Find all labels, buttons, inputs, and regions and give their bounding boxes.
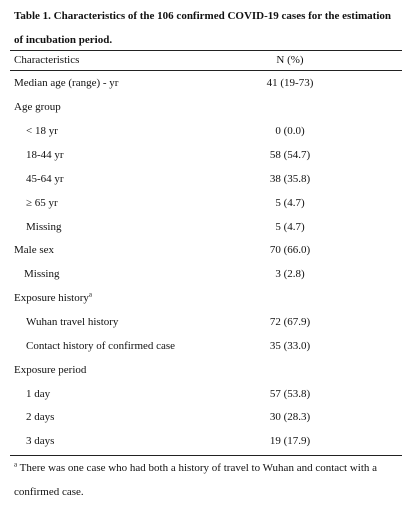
row-label: < 18 yr — [26, 125, 58, 137]
caption-line-2: of incubation period. — [14, 34, 113, 46]
table-row — [0, 122, 415, 140]
row-value: 58 (54.7) — [269, 149, 311, 161]
row-label: 3 days — [26, 435, 55, 447]
table-row — [0, 74, 415, 92]
table-row — [0, 218, 415, 236]
row-label: Missing — [24, 268, 60, 280]
row-label: ≥ 65 yr — [26, 197, 58, 209]
table-row — [0, 361, 415, 379]
row-value: 70 (66.0) — [269, 244, 311, 256]
row-label: 1 day — [26, 388, 51, 400]
table-row — [0, 265, 415, 283]
table-row — [0, 432, 415, 450]
table-row — [0, 241, 415, 259]
footnote-marker: a — [88, 290, 92, 299]
table-header-row — [0, 51, 415, 69]
footnote-marker: a — [14, 460, 18, 469]
row-value: 41 (19-73) — [266, 77, 314, 89]
footnote-line-2: confirmed case. — [14, 486, 84, 498]
row-value: 57 (53.8) — [269, 388, 311, 400]
header-n-percent: N (%) — [276, 54, 304, 66]
table-row — [0, 146, 415, 164]
row-label: Median age (range) - yr — [14, 77, 119, 89]
row-label: Exposure period — [14, 364, 87, 376]
row-value: 38 (35.8) — [269, 173, 311, 185]
row-label: Wuhan travel history — [26, 316, 119, 328]
footnote-line-1 — [14, 456, 377, 480]
row-label: Age group — [14, 101, 61, 113]
table-row — [0, 194, 415, 212]
row-value: 30 (28.3) — [269, 411, 311, 423]
row-label: 2 days — [26, 411, 55, 423]
row-value: 5 (4.7) — [275, 221, 305, 233]
row-label: 45-64 yr — [26, 173, 64, 185]
row-value: 35 (33.0) — [269, 340, 311, 352]
row-label: Missing — [26, 221, 62, 233]
table-row — [0, 170, 415, 188]
row-value: 3 (2.8) — [275, 268, 305, 280]
table-row — [0, 385, 415, 403]
row-label: Male sex — [14, 244, 55, 256]
row-value: 19 (17.9) — [269, 435, 311, 447]
row-label — [14, 289, 92, 307]
row-value: 72 (67.9) — [269, 316, 311, 328]
row-label: Contact history of confirmed case — [26, 340, 176, 352]
header-characteristics: Characteristics — [14, 54, 80, 66]
table-row — [0, 337, 415, 355]
row-label: 18-44 yr — [26, 149, 64, 161]
footnote-text: There was one case who had both a history of travel to Wuhan and contact with a — [19, 462, 378, 474]
table-row — [0, 98, 415, 116]
row-label-text: Exposure history — [14, 292, 89, 304]
table-row — [0, 408, 415, 426]
table-row — [0, 313, 415, 331]
row-value: 5 (4.7) — [275, 197, 305, 209]
caption-line-1: Table 1. Characteristics of the 106 confirmed COVID-19 cases for the estimation — [14, 10, 391, 22]
row-value: 0 (0.0) — [275, 125, 305, 137]
table-row — [0, 289, 415, 307]
table-header-rule — [10, 70, 402, 71]
